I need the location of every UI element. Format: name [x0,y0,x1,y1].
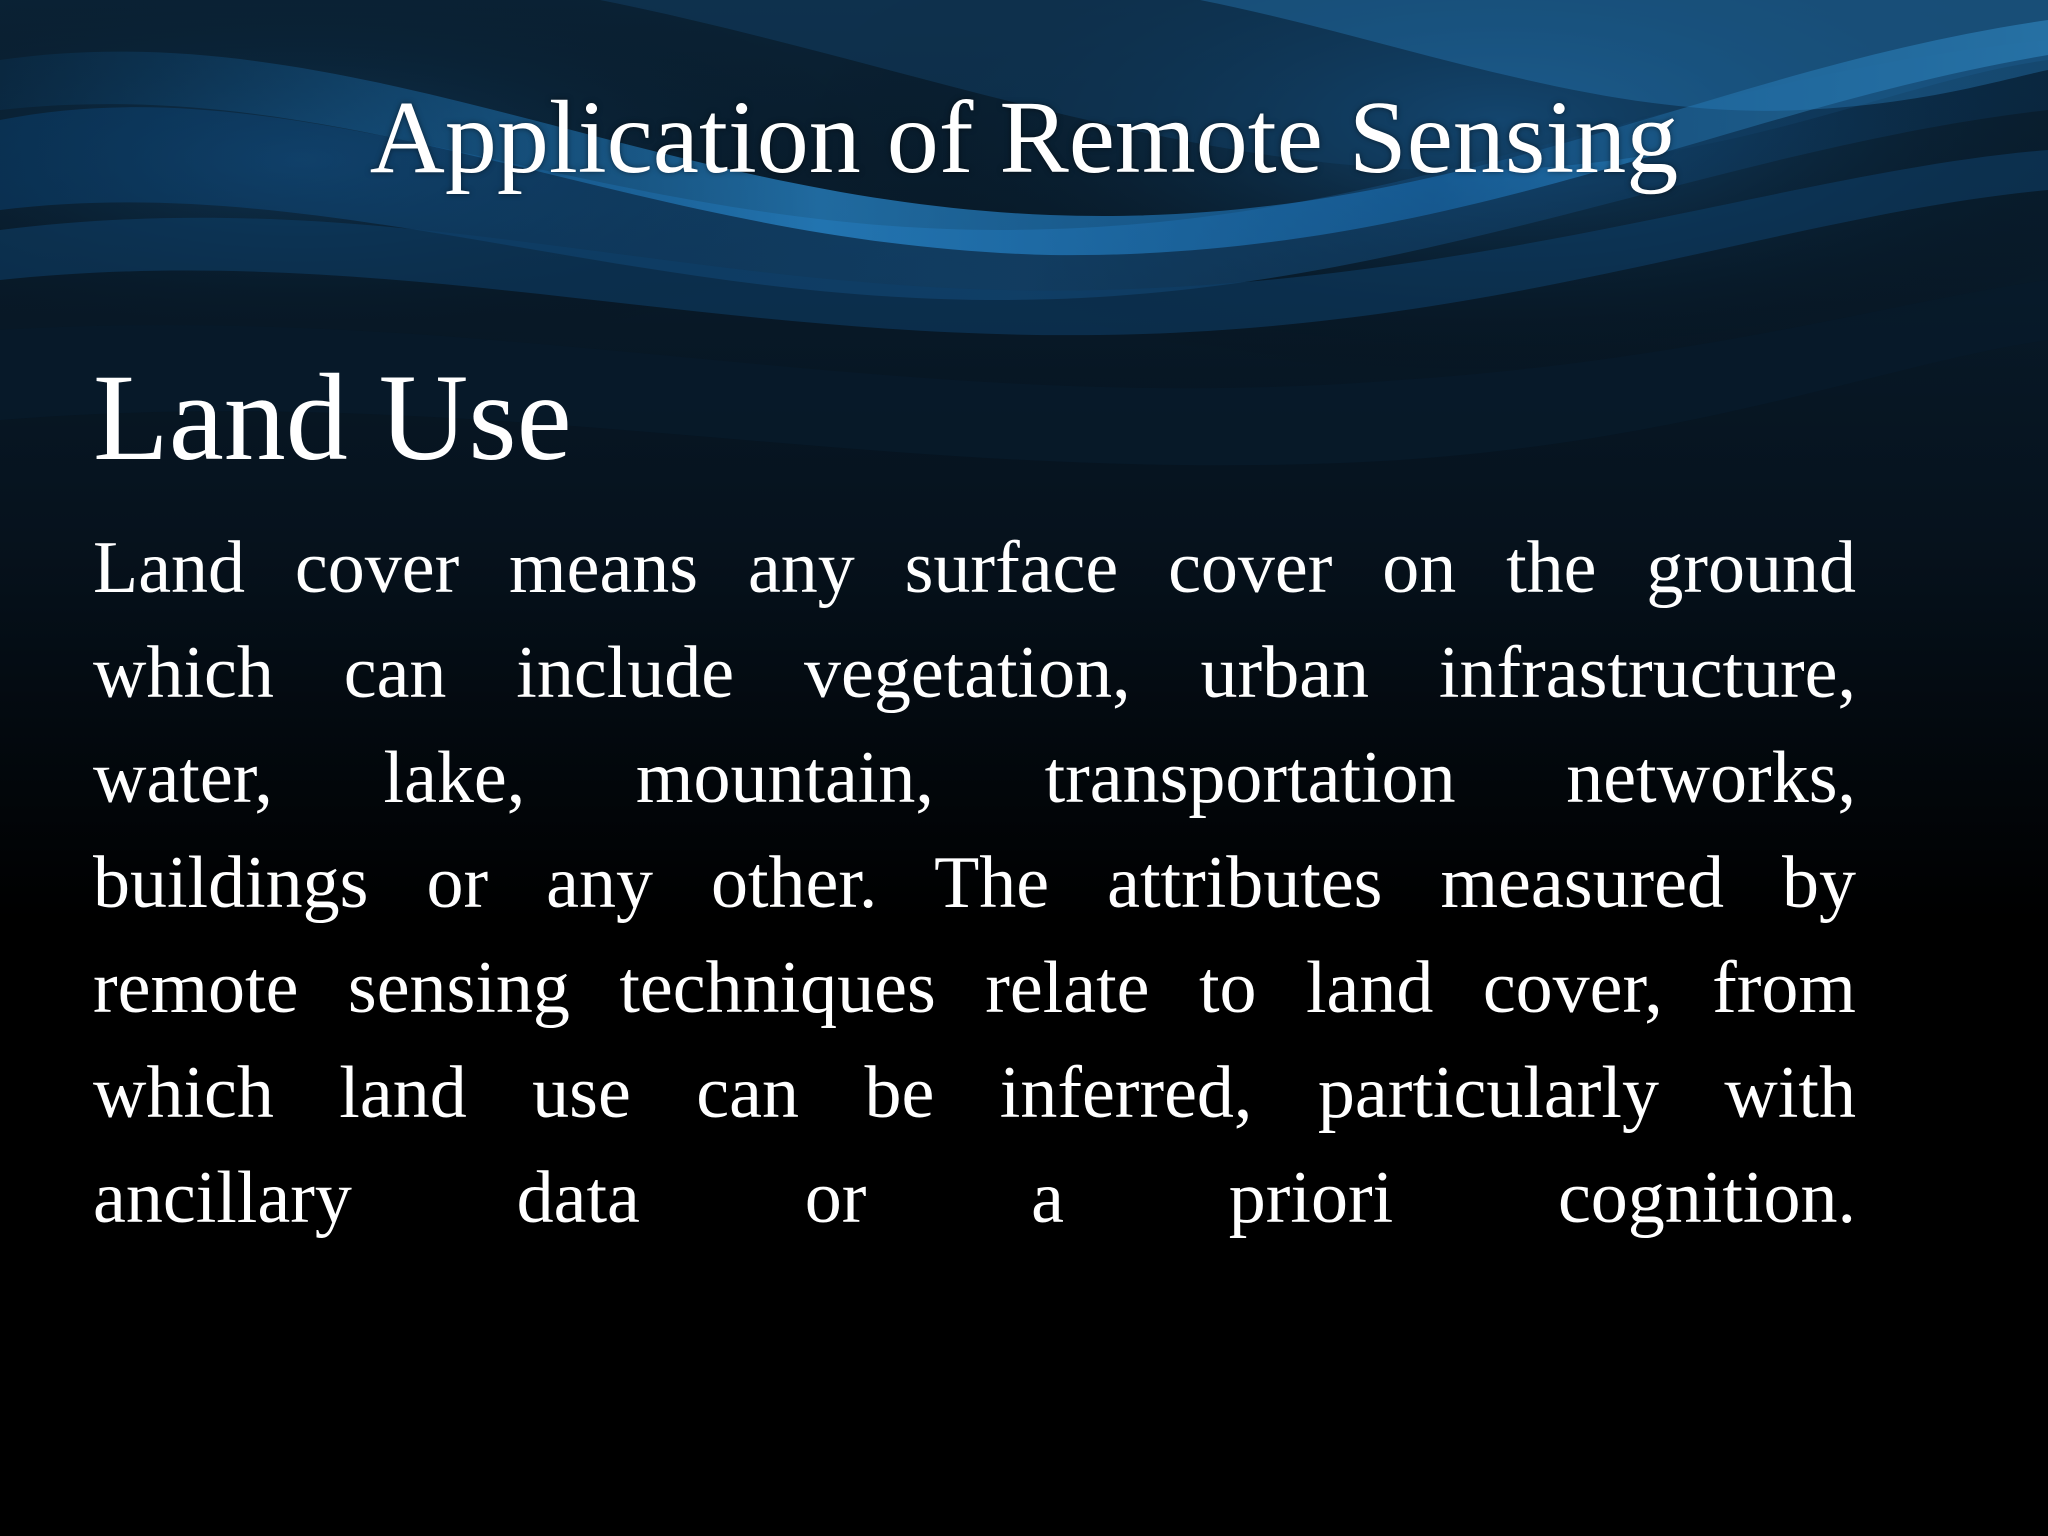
section-heading: Land Use [93,349,572,486]
body-line: ancillary data or a priori cognition. [93,1157,1856,1239]
body-paragraph [93,516,1856,1251]
body-line: remote sensing techniques relate to land cover, from [93,947,1856,1029]
body-line: which land use can be inferred, particularly with [93,1052,1856,1134]
body-line: buildings or any other. The attributes measured by [93,842,1856,924]
body-line: which can include vegetation, urban infrastructure, [93,632,1856,714]
body-line: water, lake, mountain, transportation networks, [93,737,1856,819]
slide-title: Application of Remote Sensing [369,80,1679,195]
body-line: Land cover means any surface cover on the ground [93,527,1856,609]
